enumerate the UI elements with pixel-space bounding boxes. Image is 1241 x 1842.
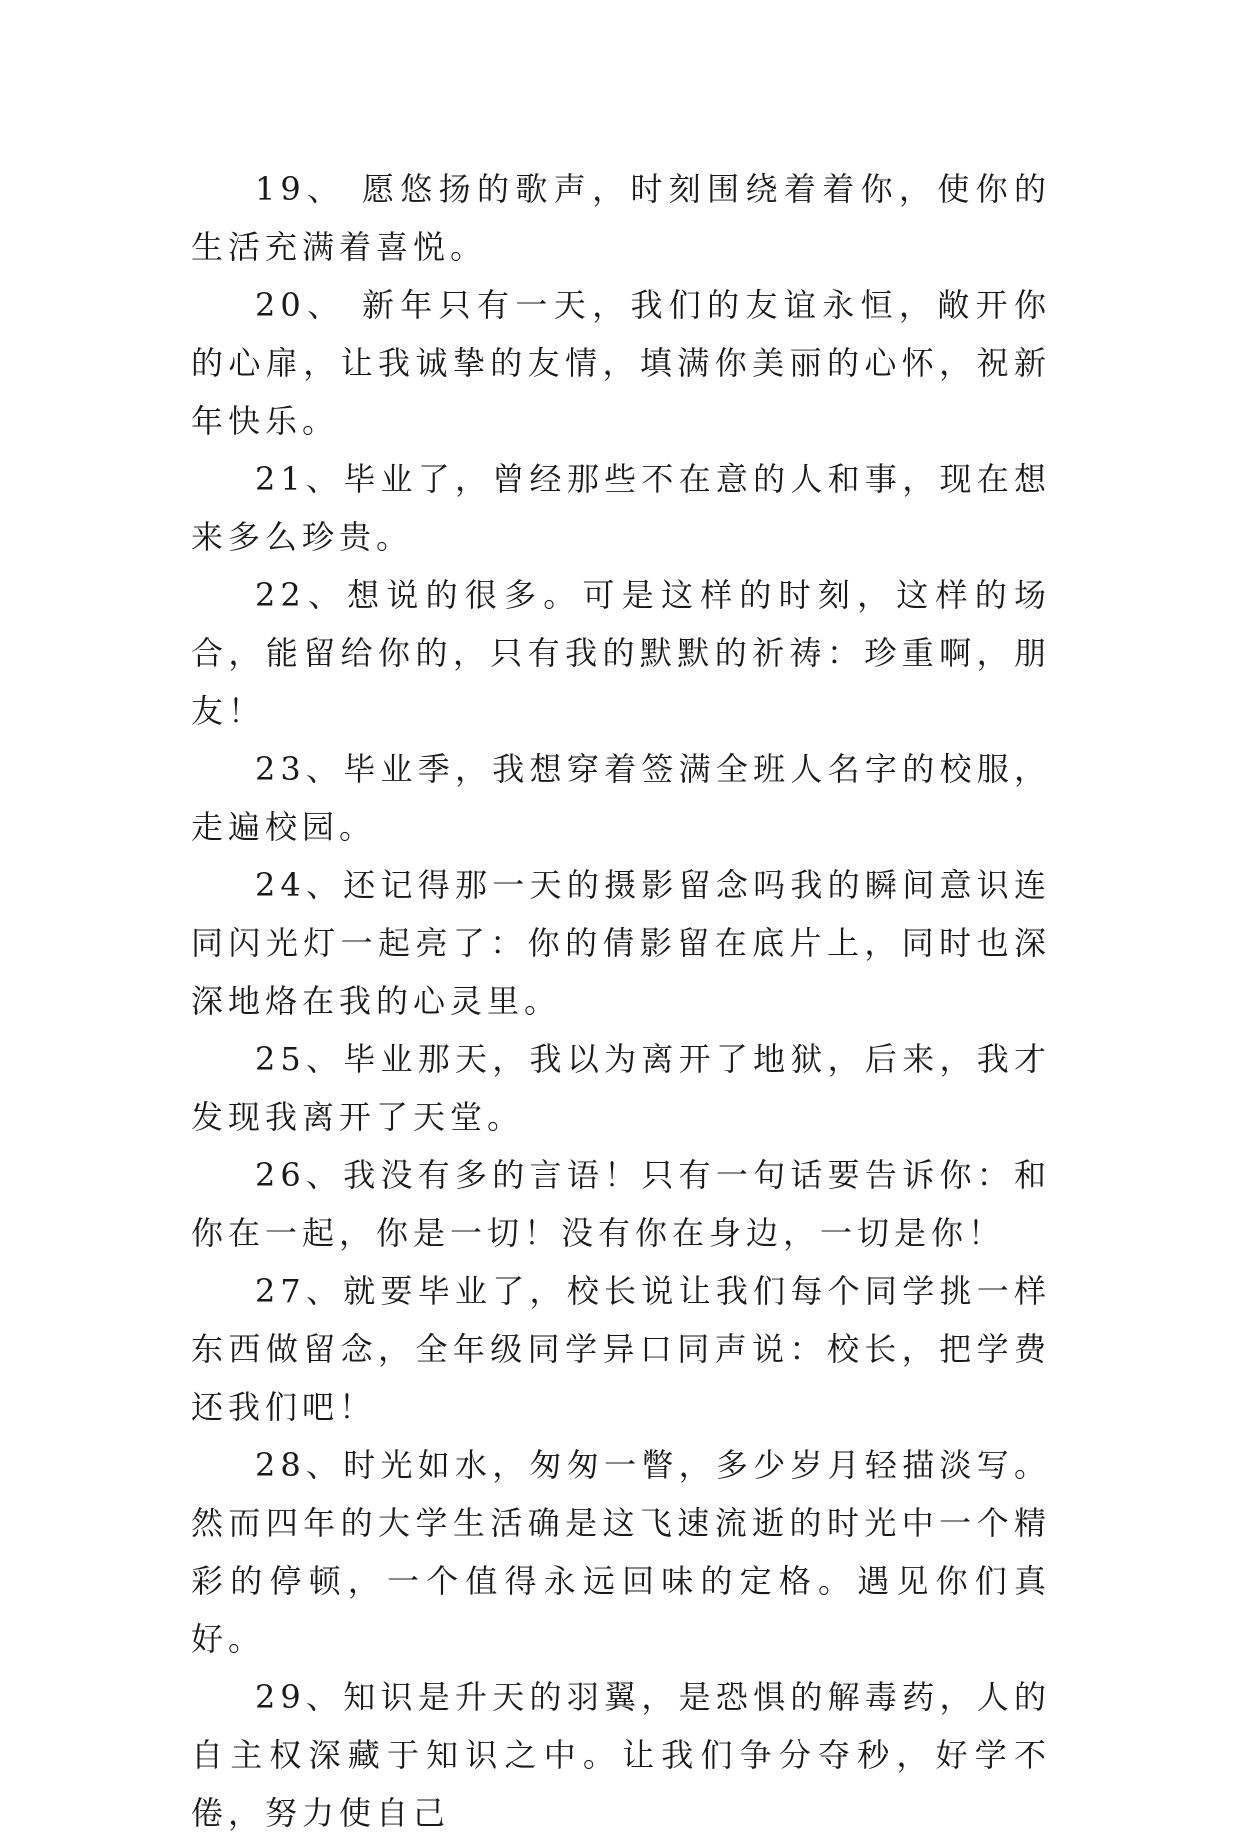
paragraph-26: 26、我没有多的言语！只有一句话要告诉你：和你在一起，你是一切！没有你在身边，一切是你！ bbox=[191, 1156, 1051, 1252]
paragraph-22: 22、想说的很多。可是这样的时刻，这样的场合，能留给你的，只有我的默默的祈祷：珍重啊，朋友！ bbox=[191, 576, 1051, 730]
paragraph-19: 19、 愿悠扬的歌声，时刻围绕着着你，使你的生活充满着喜悦。 bbox=[191, 170, 1051, 266]
paragraph-27: 27、就要毕业了，校长说让我们每个同学挑一样东西做留念，全年级同学异口同声说：校长，把学费还我们吧！ bbox=[191, 1272, 1051, 1426]
paragraph-20: 20、 新年只有一天，我们的友谊永恒，敞开你的心扉，让我诚挚的友情，填满你美丽的心怀，祝新年快乐。 bbox=[191, 286, 1051, 440]
paragraph-28: 28、时光如水，匆匆一瞥，多少岁月轻描淡写。然而四年的大学生活确是这飞速流逝的时光中一个精彩的停顿，一个值得永远回味的定格。遇见你们真好。 bbox=[191, 1446, 1051, 1658]
paragraph-25: 25、毕业那天，我以为离开了地狱，后来，我才发现我离开了天堂。 bbox=[191, 1040, 1051, 1136]
paragraph-21: 21、毕业了，曾经那些不在意的人和事，现在想来多么珍贵。 bbox=[191, 460, 1051, 556]
paragraph-29: 29、知识是升天的羽翼，是恐惧的解毒药，人的自主权深藏于知识之中。让我们争分夺秒，好学不倦，努力使自己 bbox=[191, 1678, 1051, 1832]
paragraph-23: 23、毕业季，我想穿着签满全班人名字的校服，走遍校园。 bbox=[191, 750, 1051, 846]
paragraph-24: 24、还记得那一天的摄影留念吗我的瞬间意识连同闪光灯一起亮了：你的倩影留在底片上，同时也深深地烙在我的心灵里。 bbox=[191, 866, 1051, 1020]
document-body bbox=[191, 160, 1051, 1842]
